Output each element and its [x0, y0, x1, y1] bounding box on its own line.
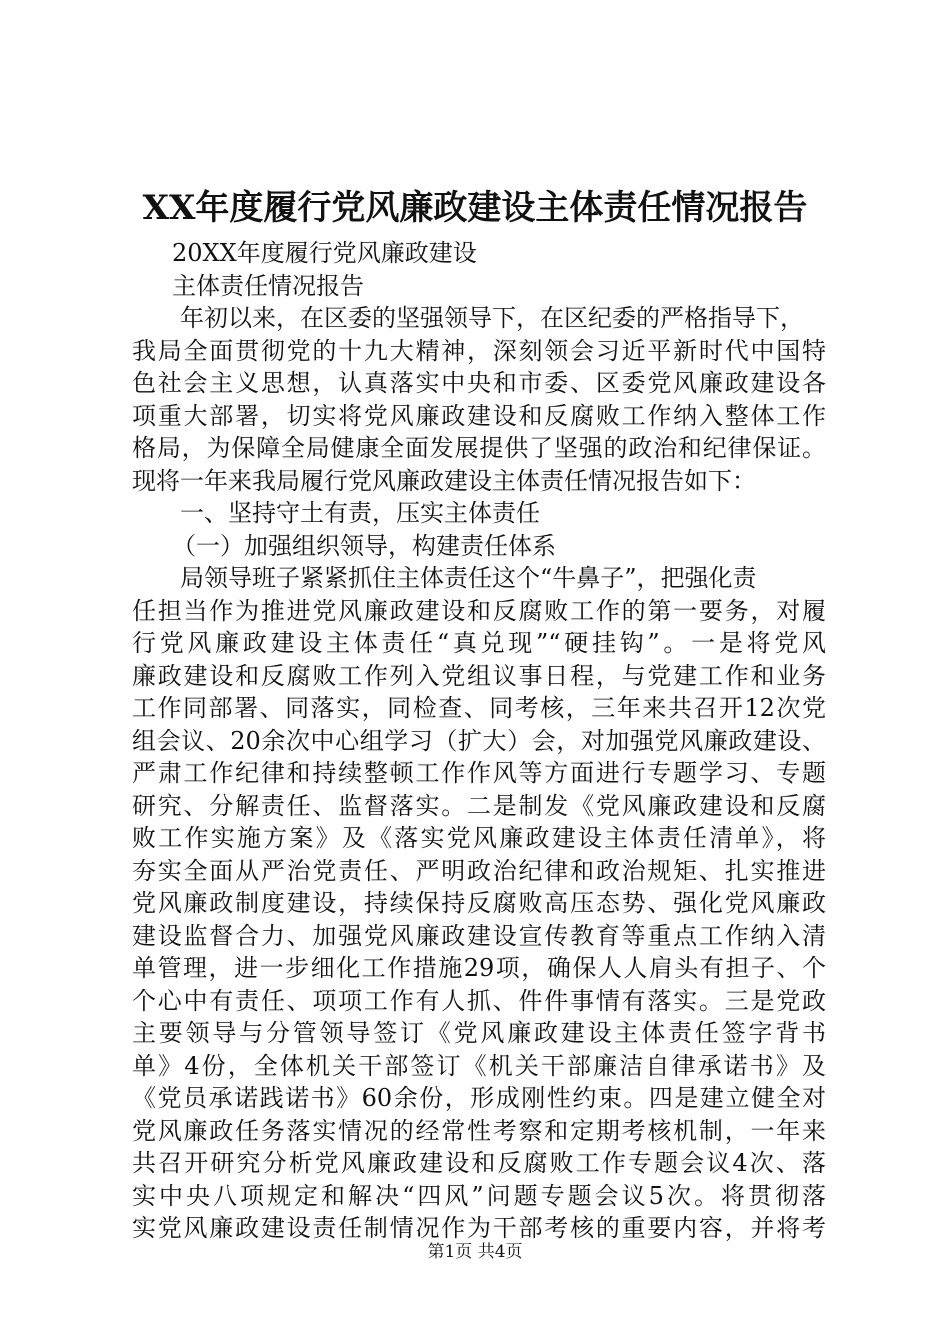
text-line: 我局全面贯彻党的十九大精神，深刻领会习近平新时代中国特: [132, 336, 826, 365]
page-number-footer: 第1页 共4页: [427, 1242, 523, 1262]
text-line: 《党员承诺践诺书》60余份，形成刚性约束。四是建立健全对: [132, 1084, 826, 1112]
text-line: 共召开研究分析党风廉政建设和反腐败工作专题会议4次、落: [132, 1149, 826, 1177]
text-line: 色社会主义思想，认真落实中央和市委、区委党风廉政建设各: [132, 369, 826, 397]
text-line: 单》4份，全体机关干部签订《机关干部廉洁自律承诺书》及: [132, 1051, 826, 1080]
text-line: 党风廉政制度建设，持续保持反腐败高压态势、强化党风廉政: [132, 889, 826, 917]
text-line: 年初以来，在区委的坚强领导下，在区纪委的严格指导下，: [180, 304, 804, 332]
text-line: 局领导班子紧紧抓住主体责任这个“牛鼻子”，把强化责: [180, 564, 757, 592]
text-line: 单管理，进一步细化工作措施29项，确保人人肩头有担子、个: [132, 954, 826, 982]
text-line: 党风廉政任务落实情况的经常性考察和定期考核机制，一年来: [132, 1116, 826, 1145]
text-line: 廉政建设和反腐败工作列入党组议事日程，与党建工作和业务: [132, 661, 826, 690]
text-line: 夯实全面从严治党责任、严明政治纪律和政治规矩、扎实推进: [132, 856, 826, 885]
text-line: 实中央八项规定和解决“四风”问题专题会议5次。将贯彻落: [132, 1181, 826, 1210]
subtitle-line: 20XX年度履行党风廉政建设: [172, 239, 477, 267]
text-line: 研究、分解责任、监督落实。二是制发《党风廉政建设和反腐: [132, 791, 826, 820]
text-line: 工作同部署、同落实，同检查、同考核，三年来共召开12次党: [132, 694, 826, 722]
text-line: 组会议、20余次中心组学习（扩大）会，对加强党风廉政建设、: [132, 726, 826, 755]
text-line: 行党风廉政建设主体责任“真兑现”“硬挂钩”。一是将党风: [132, 629, 826, 657]
document-body: [132, 237, 826, 1245]
text-line: 主要领导与分管领导签订《党风廉政建设主体责任签字背书: [132, 1019, 826, 1047]
text-line: 现将一年来我局履行党风廉政建设主体责任情况报告如下：: [132, 466, 756, 495]
text-line: 格局，为保障全局健康全面发展提供了坚强的政治和纪律保证。: [132, 434, 826, 462]
text-line: 任担当作为推进党风廉政建设和反腐败工作的第一要务，对履: [132, 596, 826, 625]
text-line: 建设监督合力、加强党风廉政建设宣传教育等重点工作纳入清: [132, 921, 826, 950]
document-title: XX年度履行党风廉政建设主体责任情况报告: [142, 188, 808, 228]
text-line: 实党风廉政建设责任制情况作为干部考核的重要内容，并将考: [132, 1214, 826, 1242]
text-line: 严肃工作纪律和持续整顿工作作风等方面进行专题学习、专题: [132, 759, 826, 787]
subsection-heading: （一）加强组织领导，构建责任体系: [172, 531, 556, 560]
subtitle-line: 主体责任情况报告: [172, 271, 364, 300]
text-line: 项重大部署，切实将党风廉政建设和反腐败工作纳入整体工作: [132, 401, 826, 430]
section-heading: 一、坚持守土有责，压实主体责任: [180, 499, 540, 527]
text-line: 个心中有责任、项项工作有人抓、件件事情有落实。三是党政: [132, 986, 826, 1015]
text-line: 败工作实施方案》及《落实党风廉政建设主体责任清单》，将: [132, 824, 826, 852]
